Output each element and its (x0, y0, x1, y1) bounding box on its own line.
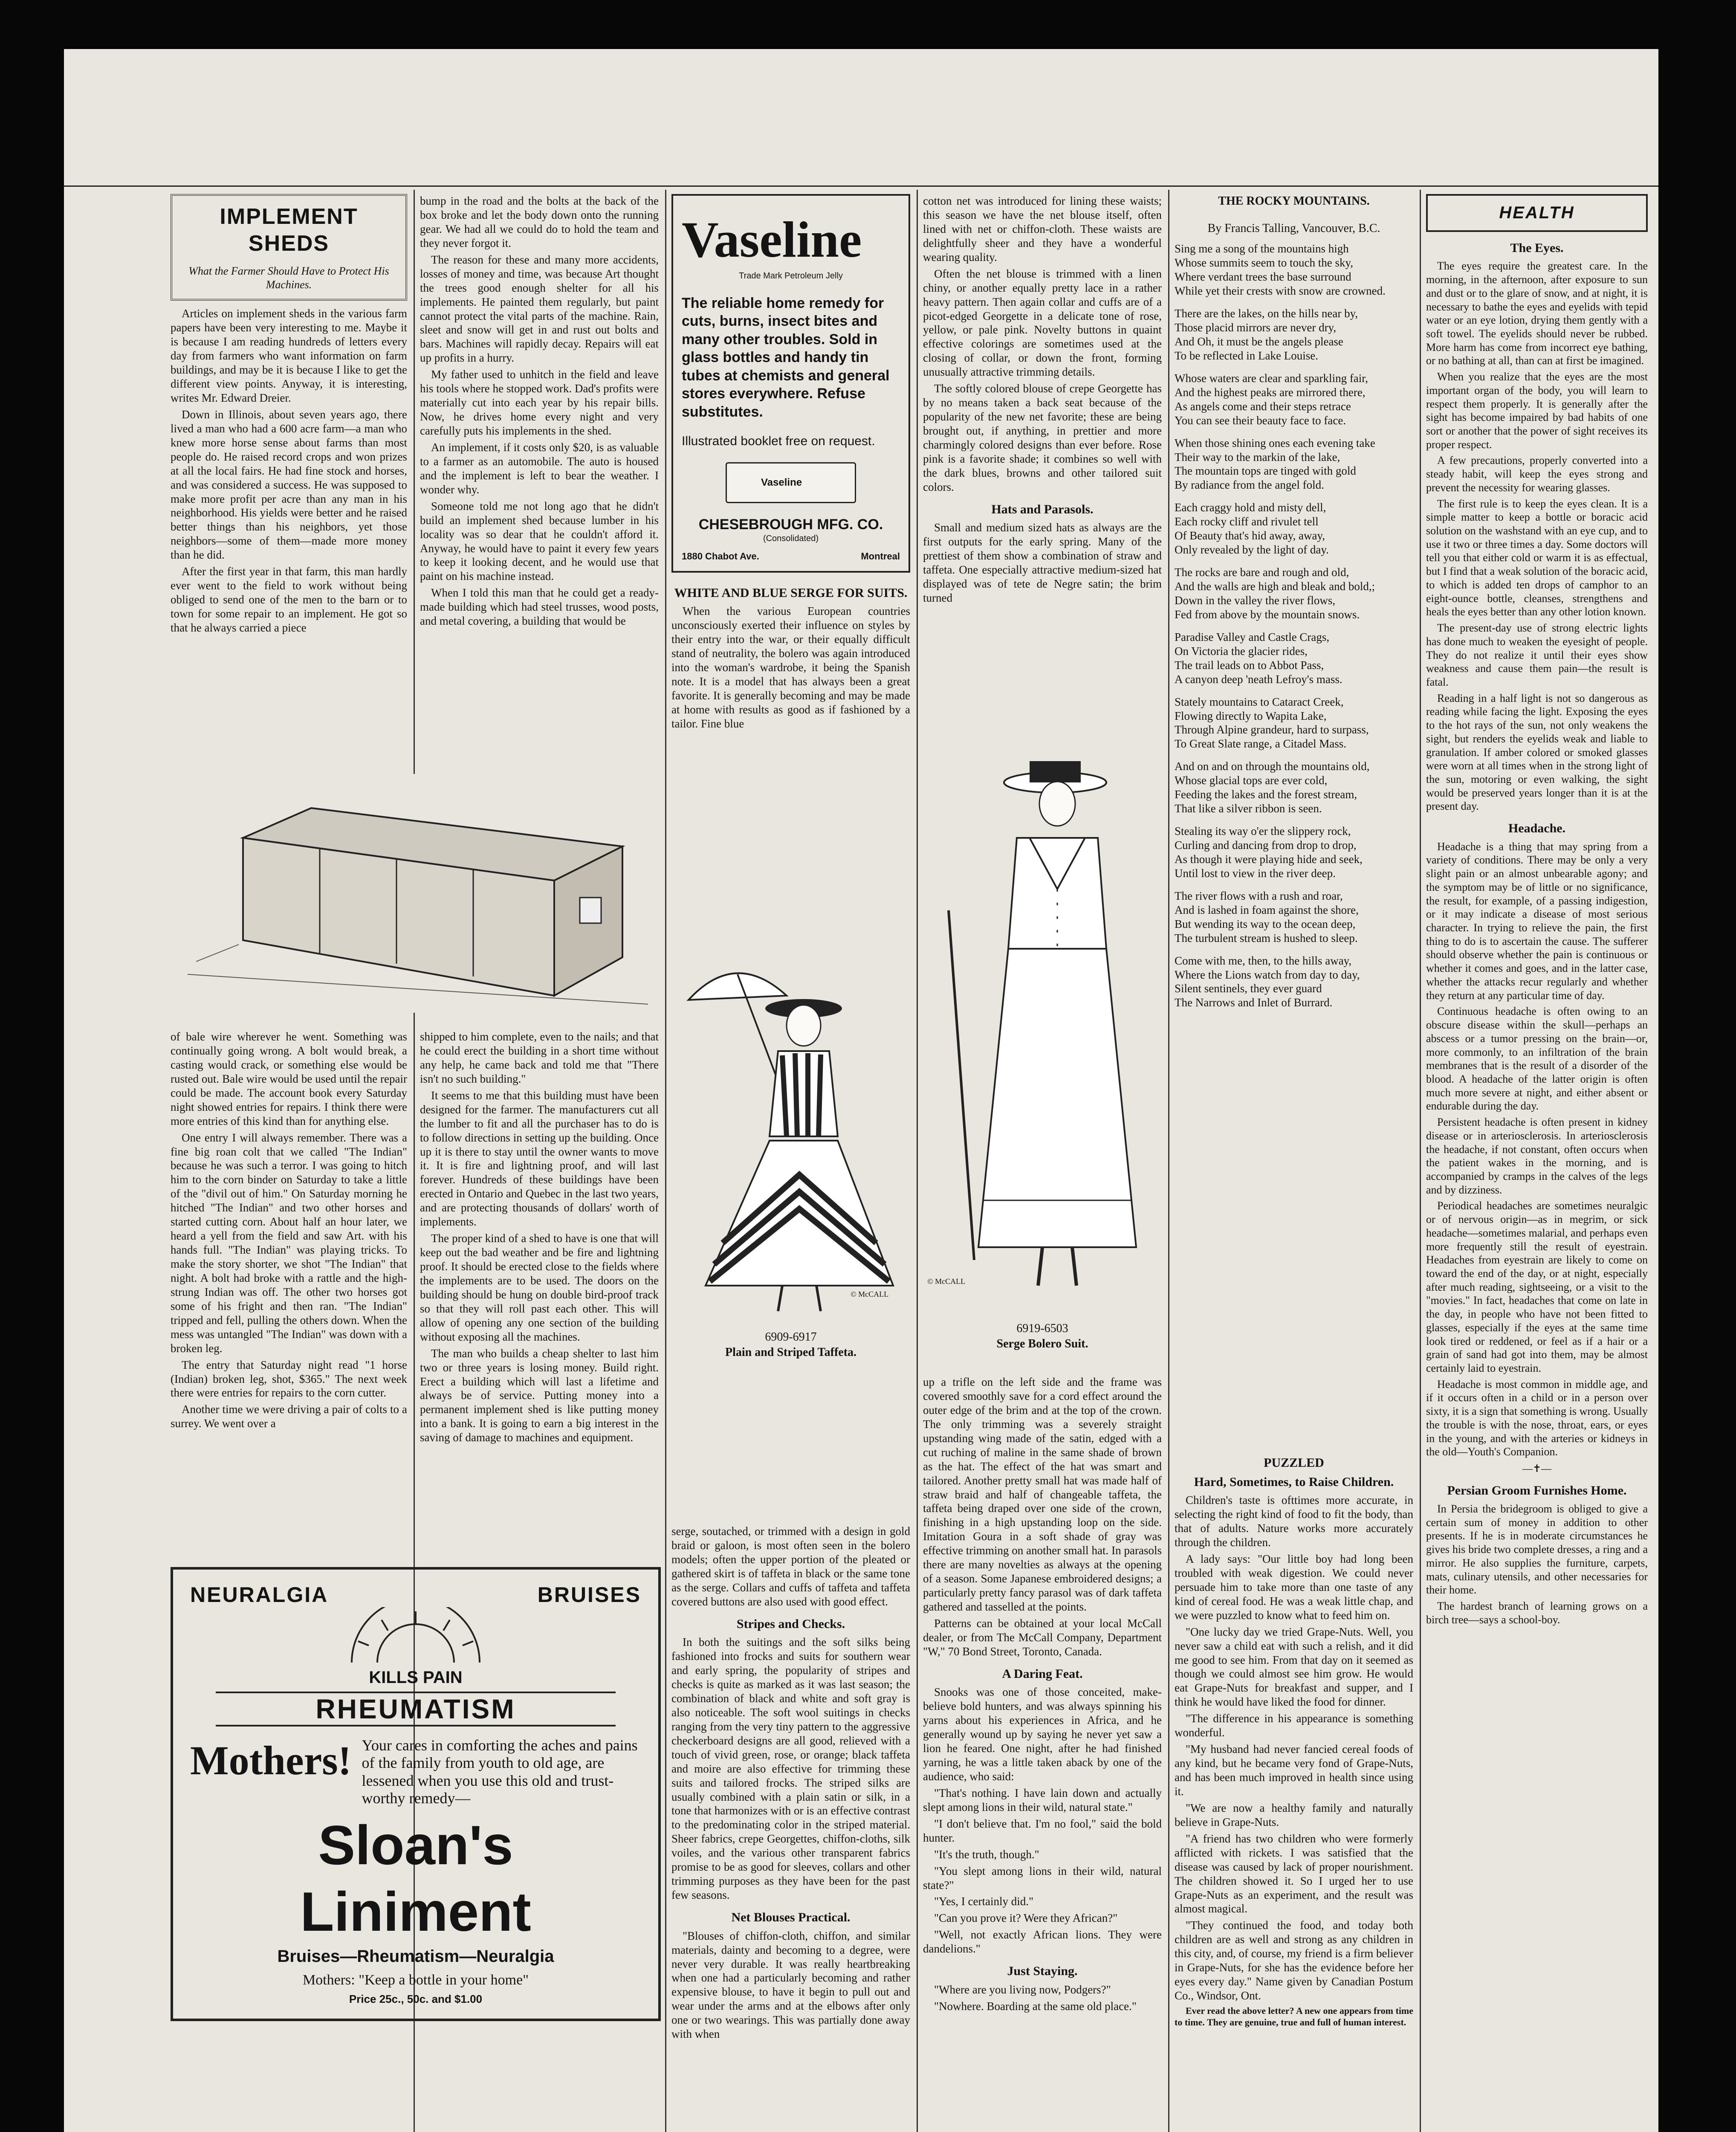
article-title: WHITE AND BLUE SERGE FOR SUITS. (674, 585, 908, 600)
section-heading: Hats and Parasols. (991, 502, 1094, 516)
ad-address: 1880 Chabot Ave. (682, 550, 759, 562)
column-4-continued (923, 1375, 1162, 2016)
poem-stanza: The river flows with a rush and roar, And is lashed in foam against the shore, But wending its way to the ocean deep, The turbulent stream is hushed to sleep. (1175, 889, 1359, 944)
paragraph: "We are now a healthy family and naturally believe in Grape-Nuts. (1175, 1801, 1413, 1828)
paragraph: The hardest branch of learning grows on a birch tree—says a school-boy. (1426, 1599, 1648, 1626)
paragraph: "My husband had never fancied cereal foods of any kind, but he became very fond of Grape-Nuts, and has been much improved in health since using it. (1175, 1743, 1413, 1798)
column-5 (1175, 194, 1413, 1018)
poem-stanza: Stately mountains to Cataract Creek, Flowing directly to Wapita Lake, Through Alpine grandeur, hard to surpass, To Great Slate range, a Citadel Mass. (1175, 695, 1369, 750)
section-divider: —✝— (1522, 1463, 1552, 1475)
section-heading: PUZZLED (1264, 1456, 1324, 1470)
poem-stanza: Come with me, then, to the hills away, Where the Lions watch from day to day, Silent sentinels, they ever guard The Narrows and Inlet of Burrard. (1175, 954, 1360, 1009)
newspaper-page (64, 49, 1658, 2132)
figure-caption: Serge Bolero Suit. (996, 1337, 1088, 1350)
paragraph: When you realize that the eyes are the most important organ of the body, you will learn to respect them properly. It is generally after the sight has become impaired by bad habits of one sort or another that the power of sight receives its proper respect. (1426, 371, 1648, 451)
figure-brand: © McCALL (851, 1290, 889, 1298)
ad-consolidated: (Consolidated) (763, 534, 819, 544)
figure-caption: Plain and Striped Taffeta. (725, 1346, 857, 1359)
column-6 (1426, 194, 1648, 1629)
paragraph: "Can you prove it? Were they African?" (934, 1912, 1118, 1925)
woman-with-cane-illustration (923, 748, 1162, 1311)
top-rule (64, 185, 1658, 187)
ad-city: Montreal (861, 550, 900, 562)
article-subheading: What the Farmer Should Have to Protect His Machines. (188, 264, 389, 291)
poem-stanza: Each craggy hold and misty dell, Each rocky cliff and rivulet tell Of Beauty that's hid away, away, Only revealed by the light of day. (1175, 501, 1329, 556)
paragraph: The proper kind of a shed to have is one that will keep out the bad weather and be fire and lightning proof. It should be erected close to the fields where the implements are to be used. The doors on the building should be hung on double bird-proof track so that they will roll past each other. This will allow of opening any one section of the building without exposing all the machines. (420, 1232, 659, 1343)
paragraph: A lady says: "Our little boy had long been troubled with weak digestion. We could never persuade him to take more than one taste of any kind of cereal food. He was a weak little chap, and we were puzzled to know what to feed him on. (1175, 1552, 1413, 1622)
implement-sheds-header (171, 194, 407, 301)
paragraph: of bale wire wherever he went. Something was continually going wrong. A bolt would break, a casting would crack, or something else would be rusted out. Bale wire would be used until the repair could be made. The account book every Saturday night showed entries for repairs. I think there were more entries of this kind than for anything else. (171, 1030, 407, 1127)
paragraph: After the first year in that farm, this man hardly ever went to the field to work without being obliged to send one of the men to the barn or to town for some repair to an implement. He got so that he always carried a piece (171, 565, 407, 634)
paragraph: Headache is a thing that may spring from a variety of conditions. There may be only a very slight pain or an almost unbearable agony; and the symptom may be of little or no significance, the result, for example, of a passing indigestion, or it may indicate a disease of most serious character. In trying to relieve the pain, the first thing to do is to ascertain the cause. The sufferer should observe whether the pain is continuous or whether it comes and goes, and in the latter case, whether the attacks recur regularly and whether they return at any particular time of day. (1426, 840, 1648, 1002)
poem-stanza: Paradise Valley and Castle Crags, On Victoria the glacier rides, The trail leads on to Abbot Pass, A canyon deep 'neath Lefroy's mass. (1175, 630, 1343, 686)
health-header (1426, 194, 1648, 232)
shed-drawing (171, 774, 661, 1013)
paragraph: An implement, if it costs only $20, is as valuable to a farmer as an automobile. The auto is housed and the implement is left to bear the weather. I wonder why. (420, 440, 659, 496)
ad-trademark: Trade Mark Petroleum Jelly (739, 271, 843, 281)
paragraph: "Blouses of chiffon-cloth, chiffon, and similar materials, dainty and becoming to a degree, were never very durable. It was really heartbreaking when one had a particularly becoming and rather expensive blouse, to have it begin to pull out and wear under the arms and at the elbows after only one or two wearings. This was partially done away with when (671, 1929, 910, 2041)
poem-byline: By Francis Talling, Vancouver, B.C. (1207, 222, 1380, 235)
woman-with-parasol-illustration (671, 936, 910, 1320)
paragraph: The reason for these and many more accidents, losses of money and time, was because Art thought the trees good enough shelter for all his implements. He painted them regularly, but paint cannot protect the vital parts of the machine. Rain, sleet and snow will get in and rust out bolts and bars. Machines will rapidly decay. Repairs will eat up profits in a hurry. (420, 253, 659, 365)
paragraph: One entry I will always remember. There was a fine big roan colt that we called "The Indian" because he was such a terror. I was going to hitch him to the corn binder on Saturday to take a little of the "divil out of him." On Saturday morning he hitched "The Indian" and two other horses and started cutting corn. About half an hour later, we heard a yell from the field and saw Art. with his hands full. "The Indian" was playing tricks. To make the story shorter, we shot "The Indian" that night. A bolt had broke with a rattle and the high-strung Indian was off. The other two horses got some of his fright and then ran. "The Indian" tripped and fell, pulling the others down. When the mess was untangled "The Indian" was down with a broken leg. (171, 1131, 407, 1355)
paragraph: In Persia the bridegroom is obliged to give a certain sum of money in addition to other presents. If he is in moderate circumstances he gives his bride two complete dresses, a ring and a mirror. He also supplies the furniture, carpets, mats, culinary utensils, and other necessaries for their home. (1426, 1502, 1648, 1596)
paragraph: The eyes require the greatest care. In the morning, in the afternoon, after exposure to sun and dust or to the glare of snow, and at night, it is necessary to bathe the eyes and eyelids with tepid water or an eye lotion, drying them gently with a soft towel. The eyelids should never be rubbed. More harm has come from incorrect eye bathing, or no bathing at all, than can at first be imagined. (1426, 260, 1648, 367)
section-heading: A Daring Feat. (1002, 1666, 1083, 1681)
figure-brand: © McCALL (927, 1277, 966, 1286)
poem-stanza: When those shining ones each evening take Their way to the markin of the lake, The mountain tops are tinged with gold By radiance from the angel fold. (1175, 436, 1375, 492)
section-heading: Persian Groom Furnishes Home. (1447, 1483, 1627, 1498)
poem-stanza: There are the lakes, on the hills near by, Those placid mirrors are never dry, And Oh, it must be the angels please To be reflected in Lake Louise. (1175, 307, 1358, 362)
tube-icon (726, 462, 856, 503)
paragraph: "Where are you living now, Podgers?" (934, 1983, 1111, 1996)
paragraph: Down in Illinois, about seven years ago, there lived a man who had a 600 acre farm—a man who knew more horse sense about farms than most people do. He raised record crops and won prizes at all the local fairs. He had fine stock and horses, and was considered a success. He was supposed to make more profit per acre than any man in his neighborhood. His yields were better and he raised better things than his neighbors, yet those neighbors—some of them—made more money than he did. (171, 408, 407, 562)
health-heading: HEALTH (1499, 203, 1575, 222)
poem-stanza: And on and on through the mountains old, Whose glacial tops are ever cold, Feeding the lakes and the forest stream, That like a silver ribbon is seen. (1175, 760, 1370, 815)
column-5-continued (1175, 1448, 1413, 2031)
section-heading: Headache. (1508, 821, 1566, 836)
article-heading: IMPLEMENT SHEDS (220, 204, 358, 256)
paragraph: "That's nothing. I have lain down and actually slept among lions in their wild, natural state." (923, 1786, 1162, 1813)
paragraph: Snooks was one of those conceited, make-believe bold hunters, and was always spinning his yarns about his experiences in Africa, and he generally wound up by saying he never yet saw a lion he feared. One night, after he had finished yarning, he was a little taken aback by one of the audience, who said: (923, 1686, 1162, 1783)
column-2 (420, 194, 659, 631)
paragraph: bump in the road and the bolts at the back of the box broke and let the body down onto the running gear. We had all we could do to hold the team and they never forgot it. (420, 194, 659, 249)
poem-stanza: Stealing its way o'er the slippery rock, Curling and dancing from drop to drop, As though it were playing hide and seek, Until lost to view in the river deep. (1175, 825, 1363, 880)
ad-product-name-2: Liniment (300, 1880, 531, 1943)
paragraph: A few precautions, properly converted into a steady habit, will keep the eyes strong and prevent the necessity for wearing glasses. (1426, 454, 1648, 494)
paragraph: Small and medium sized hats as always are the first outputs for the early spring. Many of the prettiest of them show a combination of straw and taffeta. One especially attractive medium-sized hat displayed was of tete de Negre satin; the brim turned (923, 521, 1162, 604)
paragraph: Children's taste is ofttimes more accurate, in selecting the right kind of food to fit the body, than that of adults. Nature works more accurately through the children. (1175, 1494, 1413, 1549)
ad-pitch: Your cares in comforting the aches and pains of the family from youth to old age, are lessened when you use this old and trust-worthy remedy— (362, 1737, 638, 1807)
column-3 (671, 194, 910, 733)
section-heading: Just Staying. (1007, 1964, 1078, 1978)
poem-title: THE ROCKY MOUNTAINS. (1218, 194, 1370, 208)
paragraph: The softly colored blouse of crepe Georgette has by no means taken a back seat because of the popularity of the new net favorite; these are being brought out, if anything, in prettier and more charmingly colored designs than ever before. Rose pink is a favorite shade; it combines so well with the dark blues, browns and other tailored suit colors. (923, 382, 1162, 493)
column-rule (917, 190, 918, 2132)
figure-number: 6919-6503 (1016, 1322, 1068, 1335)
vaseline-ad (671, 194, 910, 573)
section-subheading: Hard, Sometimes, to Raise Children. (1194, 1474, 1394, 1489)
column-rule (1420, 190, 1421, 2132)
paragraph: Headache is most common in middle age, and if it occurs often in a child or in a person over sixty, it is a sign that something is wrong. Usually the trouble is with the nose, throat, ears, or eyes in the young, and with the arteries or kidneys in the old—Youth's Companion. (1426, 1378, 1648, 1458)
ad-neuralgia-label: NEURALGIA (190, 1583, 329, 1607)
paragraph: Someone told me not long ago that he didn't build an implement shed because lumber in his locality was so dear that he couldn't afford it. Anyway, he would have to paint it every few years to keep it looking decent, and he would use that paint on his machine instead. (420, 499, 659, 583)
tube-label: Vaseline (761, 476, 802, 488)
ad-product-name-1: Sloan's (318, 1813, 513, 1876)
poem-stanza: Sing me a song of the mountains high Whose summits seem to touch the sky, Where verdant trees the base surround While yet their crests with snow are crowned. (1175, 242, 1386, 298)
sloans-liniment-ad (171, 1567, 661, 2021)
paragraph: Persistent headache is often present in kidney disease or in arteriosclerosis. In arteriosclerosis the headache, if not constant, often occurs when the patient wakes in the morning, and is accompanied by cramps in the calves of the legs and by dizziness. (1426, 1116, 1648, 1196)
paragraph: My father used to unhitch in the field and leave his tools where he stopped work. Dad's profits were materially cut into each year by his repair bills. Now, he drives home every night and very carefully puts his implements in the shed. (420, 368, 659, 437)
paragraph: The present-day use of strong electric lights has done much to weaken the eyesight of people. They do not realize it until their eyes show weakness and cause them pain—the result is fatal. (1426, 622, 1648, 688)
paragraph: It seems to me that this building must have been designed for the farmer. The manufacturers cut all the lumber to fit and all the purchaser has to do is to follow directions in setting up the building. Once up it is there to stay until the owner wants to move it. It is fire and lightning proof, and will last forever. Hundreds of these buildings have been erected in Ontario and Quebec in the last two years, and are protecting thousands of dollars' worth of implements. (420, 1089, 659, 1228)
paragraph: The man who builds a cheap shelter to last him two or three years is losing money. Build right. Erect a building which will last a lifetime and always be of service. Putting money into a permanent implement shed is like putting money into a bank. It is going to earn a big interest in the saving of damage to machines and equipment. (420, 1347, 659, 1444)
column-4 (923, 194, 1162, 608)
paragraph: Reading in a half light is not so dangerous as reading while facing the light. Exposing the eyes to the hot rays of the sun, not only weakens the sight, but renders the eyelids weak and liable to granulation. If amber colored or smoked glasses were worn at all times when in the strong light of the sun, motoring or even walking, the sight would be preserved years longer than it is at the present day. (1426, 692, 1648, 813)
poem-stanza: The rocks are bare and rough and old, And the walls are high and bleak and bold,; Down in the valley the river flows, Fed from above by the mountain snows. (1175, 566, 1375, 621)
column-1-continued (171, 1030, 407, 1433)
paragraph: "Nowhere. Boarding at the same old place." (934, 1999, 1137, 2013)
ad-body: The reliable home remedy for cuts, burns, insect bites and many other troubles. Sold in glass bottles and handy tin tubes at chemists and general stores everywhere. Refuse substitutes. (682, 295, 890, 420)
section-heading: The Eyes. (1510, 240, 1564, 255)
paragraph: Continuous headache is often owing to an obscure disease within the skull—perhaps an abscess or a tumor pressing on the brain—or, more commonly, to an infiltration of the brain membranes that is the result of a disorder of the blood. A headache of the latter origin is often much more severe at night, and either absent or endurable during the day. (1426, 1005, 1648, 1112)
column-2-continued (420, 1030, 659, 1447)
paragraph: "They continued the food, and today both children are as well and strong as any children in this city, and, of course, my friend is a firm believer in Grape-Nuts, for she has the evidence before her eyes every day." Name given by Canadian Postum Co., Windsor, Ont. (1175, 1919, 1413, 2002)
ad-mothers-heading: Mothers! (190, 1738, 352, 1783)
poem-stanza: Whose waters are clear and sparkling fair, And the highest peaks are mirrored there, As angels come and their steps retrace You can see their beauty face to face. (1175, 371, 1368, 427)
paragraph: Patterns can be obtained at your local McCall dealer, or from The McCall Company, Department "W," 70 Bond Street, Toronto, Canada. (923, 1616, 1162, 1658)
fashion-figure-bolero (923, 748, 1162, 1388)
paragraph: Periodical headaches are sometimes neuralgic or of nervous origin—as in megrim, or sick headache—sometimes malarial, and perhaps even more frequently still the result of eyestrain. Headaches from eyestrain are likely to come on toward the end of the day, or at night, especially after much reading, sightseeing, or a visit to the "movies." In fact, headaches that come on late in the day, in people who have not been fitted to glasses, especially if the eyes at the same time look tired or reddened, or feel as if a hair or a grain of sand had got into them, may be almost certainly laid to eyestrain. (1426, 1199, 1648, 1375)
column-3-continued (671, 1524, 910, 2044)
column-rule (1168, 190, 1169, 2132)
paragraph: "I don't believe that. I'm no fool," said the bold hunter. (923, 1817, 1162, 1844)
ad-booklet: Illustrated booklet free on request. (682, 434, 875, 449)
ad-kills-pain: KILLS PAIN (369, 1668, 463, 1687)
ad-maker: CHESEBROUGH MFG. CO. (698, 516, 883, 533)
paragraph: up a trifle on the left side and the frame was covered smoothly save for a cord effect around the outer edge of the brim and at the top of the crown. The only trimming was a severely straight upstanding wing made of the satin, edged with a cut ruching of maline in the same shade of brown as the hat. The effect of the hat was smart and tailored. Another pretty small hat was made half of straw braid and half of changeable taffeta, the taffeta being draped over one side of the crown, finishing in a high upstanding loop on the side. Imitation Goura in a soft shade of gray was effective trimming on another small hat. In parasols there are many novelties as always at the opening of a season. Some Japanese embroidered designs; a particularly pretty fancy parasol was of dark taffeta gathered and tasselled at the points. (923, 1376, 1162, 1613)
paragraph: "You slept among lions in their wild, natural state?" (923, 1864, 1162, 1892)
fashion-figure-taffeta (671, 936, 910, 1362)
ad-price: Price 25c., 50c. and $1.00 (349, 1992, 483, 2005)
paragraph: The entry that Saturday night read "1 horse (Indian) broken leg, shot, $365." The next week there were entries for repairs to the corn cutter. (171, 1358, 407, 1399)
paragraph: Articles on implement sheds in the various farm papers have been very interesting to me. Maybe it is because I am reading hundreds of letters every day from farmers who want information on farm buildings, and may be it is because I like to get the different view points. Anyway, it is interesting, writes Mr. Edward Dreier. (171, 307, 407, 404)
paragraph: "Well, not exactly African lions. They were dandelions." (923, 1928, 1162, 1955)
paragraph: "The difference in his appearance is something wonderful. (1175, 1712, 1413, 1739)
figure-number: 6909-6917 (765, 1330, 817, 1344)
paragraph: "It's the truth, though." (934, 1848, 1039, 1861)
column-rule (665, 190, 666, 2132)
ad-motto: Mothers: "Keep a bottle in your home" (302, 1972, 529, 1988)
ad-brand: Vaseline (682, 211, 862, 268)
ad-rheumatism-label: RHEUMATISM (216, 1692, 616, 1726)
paragraph: When the various European countries unconsciously exerted their influence on styles by their entry into the war, or their equally difficult stand of neutrality, the bolero was again introduced into the woman's wardrobe, it being the Spanish note. It is a model that has always been a great favorite. It is generally becoming and may be made at home with results as good as if fashioned by a tailor. Fine blue (671, 605, 910, 730)
column-1 (171, 194, 407, 637)
paragraph: cotton net was introduced for lining these waists; this season we have the net blouse itself, often lined with net or chiffon-cloth. These waists are delightfully sheer and they have a wonderful wearing quality. (923, 194, 1162, 264)
ad-tagline: Bruises—Rheumatism—Neuralgia (277, 1947, 554, 1966)
paragraph: In both the suitings and the soft silks being fashioned into frocks and suits for southern wear and early spring, the popularity of stripes and checks is quite as marked as it was last season; the combination of black and white and soft gray is also noticeable. The soft wool suitings in checks ranging from the very tiny pattern to the aggressive checkerboard designs are all good, relieved with a touch of vivid green, rose, or orange; black taffeta and moire are also effective for trimming these suits and tailored frocks. The striped silks are usually combined with a plain satin or silk, in a tone that harmonizes with or is an effective contrast to the predominating color in the striped material. Sheer fabrics, crepe Georgettes, chiffon-cloths, silk voiles, and the various other transparent fabrics promise to be as good for sleeves, collars and other trimming purposes as they have been for the past few seasons. (671, 1636, 910, 1902)
implement-shed-illustration (171, 774, 661, 1013)
section-heading: Stripes and Checks. (736, 1616, 845, 1631)
paragraph: shipped to him complete, even to the nails; and that he could erect the building in a short time without any help, he came back and told me that "There isn't no such building." (420, 1030, 659, 1085)
paragraph: Ever read the above letter? A new one appears from time to time. They are genuine, true and full of human interest. (1175, 2005, 1414, 2028)
paragraph: serge, soutached, or trimmed with a design in gold braid or galoon, is most often seen in the bolero models; often the upper portion of the pleated or gathered skirt is of taffeta in black or the same tone as the serge. Collars and cuffs of taffeta and taffeta covered buttons are also used with good effect. (671, 1525, 910, 1608)
section-heading: Net Blouses Practical. (731, 1910, 851, 1925)
paragraph: When I told this man that he could get a ready-made building which had steel trusses, wood posts, and metal covering, a building that would be (420, 586, 659, 628)
paragraph: The first rule is to keep the eyes clean. It is a simple matter to keep a bottle or boracic acid solution on the washstand with an eye cup, and to use it two or three times a day. Some doctors will tell you that either cold or warm it is as effectual, but I find that a weak solution of the boracic acid, to which is added ten drops of camphor to an eight-ounce bottle, cleanses, strengthens and heals the eyes better than any other lotion known. (1426, 497, 1648, 618)
ad-bruises-label: BRUISES (537, 1583, 641, 1607)
sunburst-icon (190, 1607, 641, 1665)
paragraph: "One lucky day we tried Grape-Nuts. Well, you never saw a child eat with such a relish, and it did me good to see him. From that day on it seemed as though we could almost see him grow. He would eat Grape-Nuts for breakfast and supper, and I think he would have liked the food for dinner. (1175, 1625, 1413, 1709)
paragraph: Another time we were driving a pair of colts to a surrey. We went over a (171, 1403, 407, 1430)
paragraph: Often the net blouse is trimmed with a linen chiny, or another equally pretty lace in a rather heavy pattern. Then again collar and cuffs are of a picot-edged Georgette in a delicate tone of rose, yellow, or pale pink. Novelty buttons in quaint effective colorings are sometimes used at the closing of collar, or down the front, forming unusually attractive trimming details. (923, 267, 1162, 379)
paragraph: "Yes, I certainly did." (934, 1895, 1034, 1908)
paragraph: "A friend has two children who were formerly afflicted with rickets. I was satisfied that the disease was caused by lack of proper nourishment. The children showed it. So I urged her to use Grape-Nuts as an experiment, and the result was almost magical. (1175, 1832, 1413, 1915)
